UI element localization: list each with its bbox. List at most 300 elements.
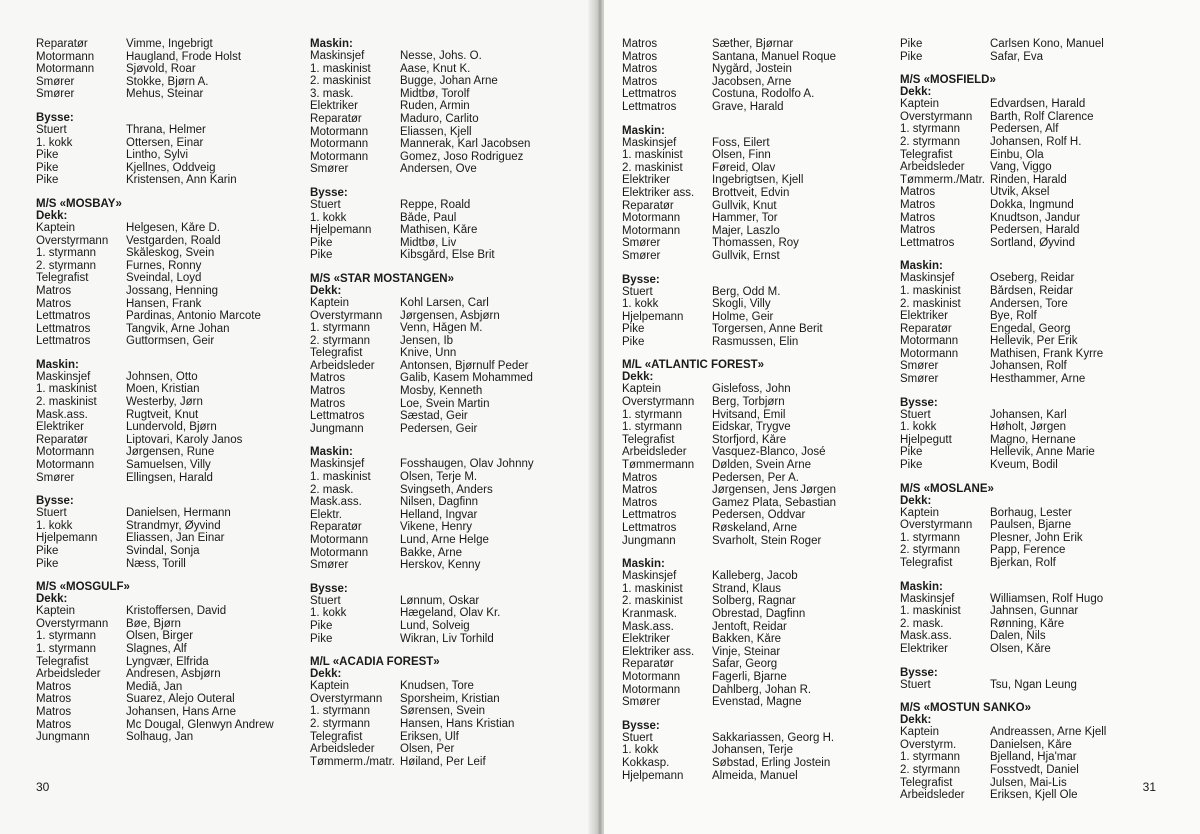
crew-name: Nygård, Jostein — [712, 63, 792, 76]
crew-name: Ottersen, Einar — [126, 136, 204, 149]
crew-row — [36, 76, 306, 89]
crew-row — [622, 459, 892, 472]
crew-row — [622, 237, 892, 250]
crew-name: Eliassen, Jan Einar — [126, 532, 225, 545]
section-heading: Maskin: — [310, 446, 353, 459]
crew-row — [310, 595, 580, 608]
crew-block — [310, 656, 580, 768]
crew-row — [36, 396, 306, 409]
crew-name: Kjellnes, Oddveig — [126, 161, 216, 174]
crew-role: Pike — [310, 249, 333, 262]
crew-row — [900, 111, 1170, 124]
crew-name: Eliassen, Kjell — [400, 125, 472, 138]
crew-name: Pardinas, Antonio Marcote — [126, 310, 261, 323]
crew-row — [900, 224, 1170, 237]
crew-row — [900, 789, 1170, 802]
crew-name: Hesthammer, Arne — [990, 373, 1086, 386]
crew-name: Loe, Svein Martin — [400, 397, 490, 410]
crew-row — [36, 409, 306, 422]
crew-row — [36, 421, 306, 434]
crew-role: Jungmann — [36, 731, 90, 744]
crew-row — [900, 777, 1170, 790]
crew-name: Lintho, Sylvi — [126, 149, 189, 162]
crew-block — [622, 38, 892, 114]
crew-row — [36, 558, 306, 571]
crew-role: 1. styrmann — [310, 322, 371, 335]
crew-role: Motormann — [622, 212, 681, 225]
crew-name: Jørgensen, Asbjørn — [400, 309, 500, 322]
crew-name: Hægeland, Olav Kr. — [400, 607, 501, 620]
crew-row — [310, 620, 580, 633]
crew-name: Grave, Harald — [712, 100, 784, 113]
section-heading: Dekk: — [622, 371, 654, 384]
crew-row — [622, 472, 892, 485]
crew-role: 2. styrmann — [900, 763, 961, 776]
crew-row — [622, 286, 892, 299]
crew-name: Midtbø, Liv — [400, 236, 457, 249]
crew-role: Smører — [622, 237, 661, 250]
crew-role: Hjelpemann — [310, 224, 372, 237]
crew-role: Smører — [310, 559, 349, 572]
crew-role: Pike — [900, 50, 923, 63]
crew-name: Berg, Torbjørn — [712, 396, 785, 409]
crew-name: Utvik, Aksel — [990, 186, 1050, 199]
crew-role: Motormann — [36, 63, 95, 76]
crew-row — [310, 471, 580, 484]
crew-role: Pike — [622, 323, 645, 336]
crew-name: Andresen, Asbjørn — [126, 668, 221, 681]
crew-row — [36, 137, 306, 150]
crew-row — [622, 583, 892, 596]
crew-name: Antonsen, Bjørnulf Peder — [400, 359, 529, 372]
crew-block — [310, 446, 580, 571]
crew-row — [36, 371, 306, 384]
crew-name: Fagerli, Bjarne — [712, 670, 787, 683]
crew-name: Lund, Arne Helge — [400, 534, 489, 546]
crew-name: Johnsen, Otto — [126, 370, 198, 383]
crew-role: Maskinsjef — [900, 272, 955, 285]
crew-role: Kaptein — [900, 98, 940, 111]
crew-role: Elektriker — [622, 174, 670, 187]
crew-role: 2. styrmann — [900, 135, 961, 148]
crew-row — [900, 618, 1170, 631]
crew-name: Kibsgård, Else Brit — [400, 249, 495, 262]
crew-role: Elektriker ass. — [622, 186, 695, 199]
crew-name: Olsen, Birger — [126, 630, 194, 643]
crew-role: Tømmerm./Matr. — [900, 173, 985, 186]
crew-row — [310, 484, 580, 497]
crew-row — [310, 151, 580, 164]
crew-role: Smører — [36, 88, 75, 101]
crew-block — [622, 274, 892, 349]
crew-role: Mask.ass. — [36, 408, 88, 421]
crew-row — [36, 706, 306, 719]
section-heading: Bysse: — [900, 666, 938, 679]
section-heading: Maskin: — [36, 358, 79, 371]
crew-name: Knudtson, Jandur — [990, 211, 1081, 224]
crew-block — [36, 359, 306, 484]
ship-name: M/S «MOSFIELD» — [900, 74, 996, 87]
crew-role: 1. styrmann — [622, 421, 683, 434]
crew-name: Tsu, Ngan Leung — [990, 678, 1077, 691]
crew-name: Pedersen, Alf — [990, 123, 1059, 136]
crew-role: Kaptein — [900, 726, 940, 739]
crew-role: 1. styrmann — [900, 531, 961, 544]
crew-row — [36, 124, 306, 137]
crew-name: Hvitsand, Emil — [712, 408, 786, 421]
crew-row — [310, 310, 580, 323]
crew-role: Smører — [622, 696, 661, 709]
section-heading: Maskin: — [622, 124, 665, 137]
crew-role: Telegrafist — [36, 655, 89, 668]
crew-role: Reparatør — [622, 199, 674, 212]
crew-name: Furnes, Ronny — [126, 259, 202, 272]
section-heading: Bysse: — [310, 582, 348, 595]
crew-role: Overstyrmann — [36, 234, 109, 247]
crew-role: Stuert — [622, 285, 653, 298]
crew-name: Hellevik, Anne Marie — [990, 446, 1095, 459]
crew-name: Eriksen, Ulf — [400, 730, 459, 743]
crew-role: Lettmatros — [36, 322, 91, 335]
crew-row — [36, 618, 306, 631]
crew-row — [900, 593, 1170, 606]
crew-role: Pike — [900, 459, 923, 472]
crew-block — [310, 583, 580, 645]
crew-name: Foss, Eilert — [712, 136, 770, 149]
crew-name: Johansen, Terje — [712, 744, 793, 757]
crew-role: Tømmerm./matr. — [310, 755, 395, 768]
crew-name: Dahlberg, Johan R. — [712, 683, 812, 696]
crew-role: Matros — [622, 471, 658, 484]
crew-row — [622, 149, 892, 162]
crew-name: Almeida, Manuel — [712, 769, 798, 782]
crew-role: Pike — [622, 335, 645, 348]
crew-block — [310, 187, 580, 262]
crew-role: Matros — [900, 198, 936, 211]
crew-row — [622, 76, 892, 89]
crew-name: Berg, Odd M. — [712, 285, 781, 298]
column — [622, 38, 892, 793]
crew-row — [622, 174, 892, 187]
crew-row — [310, 410, 580, 423]
crew-role: Pike — [36, 161, 59, 174]
crew-name: Kveum, Bodil — [990, 459, 1058, 472]
crew-role: Reparatør — [622, 658, 674, 671]
crew-name: Bjelland, Hja'mar — [990, 751, 1077, 764]
crew-row — [36, 731, 306, 744]
crew-role: Telegrafist — [310, 347, 363, 360]
crew-row — [900, 310, 1170, 323]
crew-name: Gullvik, Ernst — [712, 249, 780, 262]
crew-name: Jensen, Ib — [400, 334, 454, 347]
crew-role: 1. kokk — [310, 211, 347, 224]
crew-row — [622, 732, 892, 745]
crew-row — [900, 136, 1170, 149]
crew-role: Telegrafist — [36, 272, 89, 285]
crew-row — [622, 570, 892, 583]
section-heading: Dekk: — [310, 284, 342, 297]
crew-block — [310, 38, 580, 176]
crew-row — [900, 298, 1170, 311]
crew-name: Danielsen, Hermann — [126, 507, 231, 520]
crew-role: Smører — [900, 360, 939, 373]
crew-row — [310, 458, 580, 471]
crew-row — [622, 187, 892, 200]
crew-name: Nilsen, Dagfinn — [400, 496, 478, 509]
crew-name: Pedersen, Oddvar — [712, 509, 806, 522]
crew-role: Maskinsjef — [310, 458, 365, 471]
crew-name: Vasquez-Blanco, José — [712, 446, 826, 459]
crew-role: Matros — [622, 75, 658, 88]
crew-role: Hjelpemann — [36, 532, 98, 545]
crew-name: Bye, Rolf — [990, 310, 1037, 323]
crew-role: Elektr. — [310, 508, 342, 521]
crew-role: 2. styrmann — [900, 544, 961, 557]
crew-row — [622, 684, 892, 697]
crew-row — [900, 409, 1170, 422]
crew-role: Motormann — [622, 670, 681, 683]
crew-name: Reppe, Roald — [400, 198, 471, 211]
crew-row — [310, 521, 580, 534]
crew-block — [900, 483, 1170, 570]
crew-role: Hjelpegutt — [900, 433, 952, 446]
crew-role: Telegrafist — [900, 776, 953, 789]
crew-role: Motormann — [900, 347, 959, 360]
crew-row — [622, 658, 892, 671]
crew-row — [36, 88, 306, 101]
crew-row — [310, 718, 580, 731]
crew-row — [310, 372, 580, 385]
crew-name: Lønnum, Oskar — [400, 594, 480, 607]
crew-name: Lund, Solveig — [400, 619, 470, 632]
crew-name: Galib, Kasem Mohammed — [400, 372, 533, 385]
crew-row — [310, 212, 580, 225]
crew-name: Johansen, Karl — [990, 408, 1067, 421]
crew-role: Stuert — [310, 198, 341, 211]
crew-name: Strand, Klaus — [712, 582, 782, 595]
crew-row — [900, 434, 1170, 447]
crew-role: 1. styrmann — [310, 705, 371, 718]
crew-role: 1. styrmann — [900, 751, 961, 764]
crew-role: Smører — [36, 75, 75, 88]
crew-role: Pike — [310, 632, 333, 645]
crew-role: 1. kokk — [622, 744, 659, 757]
crew-name: Thomassen, Roy — [712, 237, 799, 250]
crew-role: 1. kokk — [36, 519, 73, 532]
section-heading: Bysse: — [622, 273, 660, 286]
crew-role: Matros — [622, 50, 658, 63]
crew-name: Mediå, Jan — [126, 680, 183, 693]
crew-name: Olsen, Kåre — [990, 642, 1051, 655]
crew-name: Bugge, Johan Arne — [400, 75, 498, 88]
crew-name: Paulsen, Bjarne — [990, 519, 1072, 532]
crew-row — [36, 51, 306, 64]
crew-name: Fosstvedt, Daniel — [990, 763, 1079, 776]
crew-role: 1. maskinist — [622, 149, 683, 162]
crew-name: Skåleskog, Svein — [126, 247, 215, 260]
crew-row — [900, 557, 1170, 570]
crew-name: Mosby, Kenneth — [400, 385, 483, 398]
crew-name: Både, Paul — [400, 211, 457, 224]
crew-row — [900, 446, 1170, 459]
crew-name: Jentoft, Reidar — [712, 620, 787, 633]
crew-row — [622, 535, 892, 548]
crew-role: Stuert — [310, 594, 341, 607]
crew-role: Maskinsjef — [36, 370, 91, 383]
crew-role: 2. mask. — [310, 483, 354, 496]
crew-role: Matros — [36, 284, 72, 297]
crew-name: Hammer, Tor — [712, 212, 778, 225]
crew-name: Venn, Hågen M. — [400, 322, 483, 335]
crew-name: Knive, Unn — [400, 347, 457, 360]
crew-role: 2. mask. — [900, 617, 944, 630]
crew-name: Johansen, Rolf H. — [990, 135, 1082, 148]
section-heading: Dekk: — [900, 714, 932, 727]
crew-role: Overstyrmann — [310, 692, 383, 705]
crew-row — [310, 163, 580, 176]
crew-block — [900, 38, 1170, 63]
crew-role: Motormann — [310, 125, 369, 138]
crew-role: Kaptein — [310, 680, 350, 693]
crew-row — [310, 423, 580, 436]
crew-block — [310, 273, 580, 436]
crew-role: Motormann — [310, 138, 369, 151]
crew-role: Matros — [310, 385, 346, 398]
crew-role: Arbeidsleder — [900, 161, 965, 174]
crew-role: Lettmatros — [622, 522, 677, 534]
crew-name: Gislefoss, John — [712, 383, 791, 396]
crew-name: Bakken, Kåre — [712, 633, 782, 646]
crew-role: Kaptein — [622, 383, 662, 396]
crew-name: Haugland, Frode Holst — [126, 50, 242, 63]
crew-name: Mathisen, Kåre — [400, 224, 478, 237]
crew-role: 2. styrmann — [36, 259, 97, 272]
crew-role: Pike — [900, 446, 923, 459]
crew-role: Stuert — [622, 731, 653, 744]
crew-name: Aase, Knut K. — [400, 62, 471, 75]
section-heading: Bysse: — [36, 495, 74, 508]
crew-row — [622, 396, 892, 409]
crew-role: Elektriker — [622, 633, 670, 646]
crew-name: Sørensen, Svein — [400, 705, 486, 718]
ship-name: M/S «MOSBAY» — [36, 197, 122, 210]
ship-name: M/S «MOSGULF» — [36, 581, 130, 594]
crew-name: Rasmussen, Elin — [712, 335, 799, 348]
crew-row — [900, 643, 1170, 656]
crew-name: Dalen, Nils — [990, 630, 1046, 643]
crew-block — [36, 112, 306, 187]
crew-row — [622, 484, 892, 497]
crew-role: Arbeidsleder — [310, 359, 375, 372]
crew-name: Solhaug, Jan — [126, 731, 194, 744]
crew-row — [36, 545, 306, 558]
crew-role: Lettmatros — [622, 100, 677, 113]
crew-block — [900, 667, 1170, 692]
crew-role: Smører — [310, 163, 349, 176]
crew-role: Matros — [310, 397, 346, 410]
crew-role: Lettmatros — [622, 509, 677, 522]
crew-row — [900, 348, 1170, 361]
crew-name: Stokke, Bjørn A. — [126, 75, 209, 88]
crew-name: Edvardsen, Harald — [990, 98, 1086, 111]
crew-name: Høholt, Jørgen — [990, 421, 1067, 434]
crew-row — [310, 249, 580, 262]
crew-block — [900, 581, 1170, 656]
crew-row — [310, 63, 580, 76]
crew-role: Arbeidsleder — [310, 743, 375, 756]
crew-name: Skogli, Villy — [712, 298, 771, 311]
crew-name: Jacobsen, Arne — [712, 75, 792, 88]
crew-role: Matros — [900, 211, 936, 224]
crew-name: Bøe, Bjørn — [126, 617, 181, 630]
crew-name: Carlsen Kono, Manuel — [990, 38, 1104, 50]
crew-row — [900, 98, 1170, 111]
crew-role: Lettmatros — [900, 236, 955, 249]
crew-name: Olsen, Terje M. — [400, 471, 478, 484]
crew-row — [900, 123, 1170, 136]
page-left — [0, 0, 596, 834]
section-heading: Bysse: — [310, 186, 348, 199]
crew-row — [310, 224, 580, 237]
crew-name: Kristensen, Ann Karin — [126, 174, 237, 187]
crew-role: 1. maskinist — [310, 62, 371, 75]
crew-name: Knudsen, Tore — [400, 680, 474, 693]
crew-role: Telegrafist — [900, 557, 953, 569]
crew-role: 1. styrmann — [36, 642, 97, 655]
crew-name: Bjerkan, Rolf — [990, 557, 1056, 569]
crew-role: Pike — [310, 619, 333, 632]
crew-name: Liptovari, Karoly Janos — [126, 433, 243, 446]
crew-name: Jørgensen, Jens Jørgen — [712, 484, 837, 497]
ship-name: M/L «ATLANTIC FOREST» — [622, 359, 765, 372]
crew-name: Sæstad, Geir — [400, 410, 468, 423]
crew-row — [310, 398, 580, 411]
crew-name: Maduro, Carlito — [400, 112, 479, 125]
crew-name: Kristoffersen, David — [126, 605, 227, 618]
crew-role: Elektriker — [900, 310, 948, 323]
crew-name: Westerby, Jørn — [126, 396, 203, 409]
crew-name: Røskeland, Arne — [712, 522, 798, 534]
crew-role: Matros — [310, 372, 346, 385]
crew-row — [36, 719, 306, 732]
crew-row — [36, 298, 306, 311]
crew-role: Overstyrmann — [310, 309, 383, 322]
crew-row — [310, 113, 580, 126]
crew-row — [900, 161, 1170, 174]
crew-role: Motormann — [622, 683, 681, 696]
crew-role: 1. styrmann — [36, 630, 97, 643]
crew-row — [622, 101, 892, 114]
crew-role: 1. kokk — [310, 607, 347, 620]
crew-name: Samuelsen, Villy — [126, 459, 211, 472]
crew-name: Ruden, Armin — [400, 100, 470, 113]
ship-name: M/S «STAR MOSTANGEN» — [310, 272, 454, 285]
crew-row — [310, 335, 580, 348]
crew-role: Reparatør — [310, 521, 362, 534]
crew-row — [310, 360, 580, 373]
crew-row — [310, 705, 580, 718]
crew-block — [900, 74, 1170, 249]
crew-row — [310, 534, 580, 547]
crew-name: Mc Dougal, Glenwyn Andrew — [126, 718, 274, 731]
crew-row — [900, 373, 1170, 386]
crew-row — [622, 434, 892, 447]
crew-role: Stuert — [36, 507, 67, 520]
crew-name: Andersen, Ove — [400, 163, 477, 176]
crew-row — [900, 630, 1170, 643]
section-heading: Bysse: — [36, 111, 74, 124]
crew-block — [36, 198, 306, 348]
